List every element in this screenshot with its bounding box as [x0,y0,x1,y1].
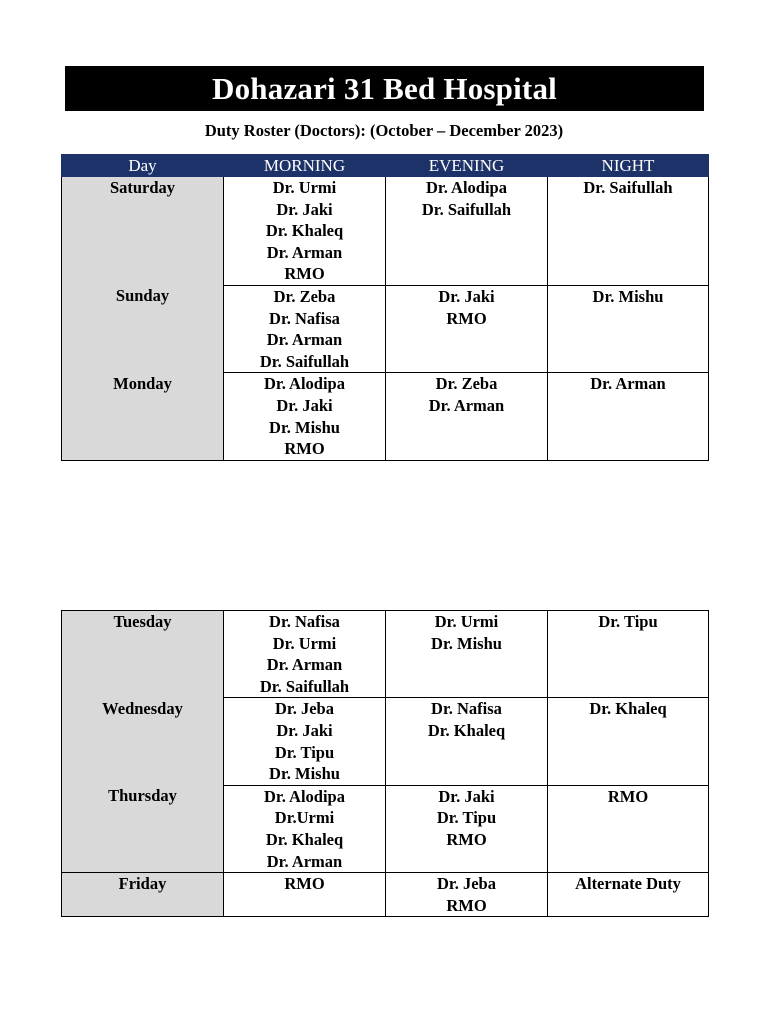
doctor-name: Dr. Urmi [272,633,337,653]
morning-cell [224,611,386,698]
morning-cell [224,177,386,286]
day-cell: Monday [62,373,224,460]
day-cell: Wednesday [62,698,224,785]
page-subtitle: Duty Roster (Doctors): (October – December 2023) [204,121,564,140]
doctor-name: RMO [607,786,649,806]
morning-cell [224,373,386,460]
morning-cell [224,698,386,785]
night-cell [548,873,709,917]
doctor-name: Dr. Arman [266,655,343,675]
doctor-name: Dr. Jaki [276,720,333,740]
page-title: Dohazari 31 Bed Hospital [65,66,704,111]
doctor-name: Dr. Arman [590,374,666,394]
doctor-name: RMO [446,308,487,328]
header-evening: EVENING [386,155,548,177]
night-cell [548,177,709,286]
table-row [62,177,709,286]
doctor-name: RMO [446,895,487,915]
night-cell [548,285,709,372]
evening-cell [386,611,548,698]
night-cell [548,698,709,785]
doctor-name: Dr. Mishu [269,764,340,784]
doctor-name: Dr. Jaki [276,395,333,415]
table-row [62,373,709,460]
doctor-name: Dr. Zeba [273,286,336,306]
doctor-name: Dr. Nafisa [269,612,340,631]
doctor-name: Dr. Saifullah [583,178,673,197]
doctor-name: Dr. Jaki [276,199,333,219]
roster-table-1 [61,154,709,461]
doctor-name: Dr. Khaleq [265,829,344,849]
morning-cell [224,873,386,917]
table-row [62,611,709,698]
day-cell: Sunday [62,285,224,372]
evening-cell [386,873,548,917]
doctor-name: Dr. Khaleq [427,720,506,740]
doctor-name: Dr. Mishu [431,633,502,653]
doctor-name: Dr. Alodipa [263,374,345,394]
doctor-name: Dr. Jeba [437,874,496,894]
doctor-name: Dr. Jeba [275,699,334,719]
doctor-name: Dr. Urmi [272,178,337,197]
roster-table-2 [61,610,709,917]
morning-cell [224,785,386,872]
doctor-name: Dr. Alodipa [263,786,345,806]
night-cell [548,373,709,460]
table-row [62,285,709,372]
table-row [62,873,709,917]
table-row [62,698,709,785]
evening-cell [386,785,548,872]
doctor-name: Dr. Jaki [438,786,495,806]
doctor-name: Dr. Nafisa [431,699,502,719]
doctor-name: Dr. Tipu [274,742,335,762]
header-night: NIGHT [548,155,709,177]
doctor-name: Dr. Saifullah [421,199,512,219]
table-row [62,785,709,872]
doctor-name: Dr. Urmi [434,612,499,631]
morning-cell [224,285,386,372]
header-row [62,155,709,177]
doctor-name: Dr. Tipu [436,808,497,828]
header-morning: MORNING [224,155,386,177]
doctor-name: Alternate Duty [575,874,681,894]
evening-cell [386,285,548,372]
doctor-name: Dr. Tipu [598,612,658,631]
doctor-name: Dr. Arman [266,851,343,871]
day-cell: Thursday [62,785,224,872]
doctor-name: RMO [284,874,325,894]
doctor-name: Dr. Nafisa [269,308,340,328]
doctor-name: Dr. Arman [266,330,343,350]
header-day: Day [62,155,224,177]
doctor-name: RMO [284,439,325,459]
day-cell: Tuesday [62,611,224,698]
evening-cell [386,698,548,785]
doctor-name: Dr. Khaleq [265,221,344,241]
doctor-name: Dr. Saifullah [259,351,350,371]
doctor-name: Dr. Arman [428,395,505,415]
doctor-name: Dr. Saifullah [259,676,350,696]
doctor-name: Dr.Urmi [274,808,335,828]
night-cell [548,785,709,872]
day-cell: Friday [62,873,224,917]
evening-cell [386,373,548,460]
evening-cell [386,177,548,286]
doctor-name: Dr. Zeba [435,374,498,394]
doctor-name: RMO [446,829,487,849]
doctor-name: Dr. Khaleq [589,699,667,719]
day-cell: Saturday [62,177,224,286]
doctor-name: Dr. Mishu [592,286,664,306]
night-cell [548,611,709,698]
doctor-name: Dr. Jaki [438,286,495,306]
doctor-name: Dr. Arman [266,242,343,262]
doctor-name: Dr. Mishu [269,417,340,437]
doctor-name: RMO [284,264,325,284]
doctor-name: Dr. Alodipa [425,178,507,197]
